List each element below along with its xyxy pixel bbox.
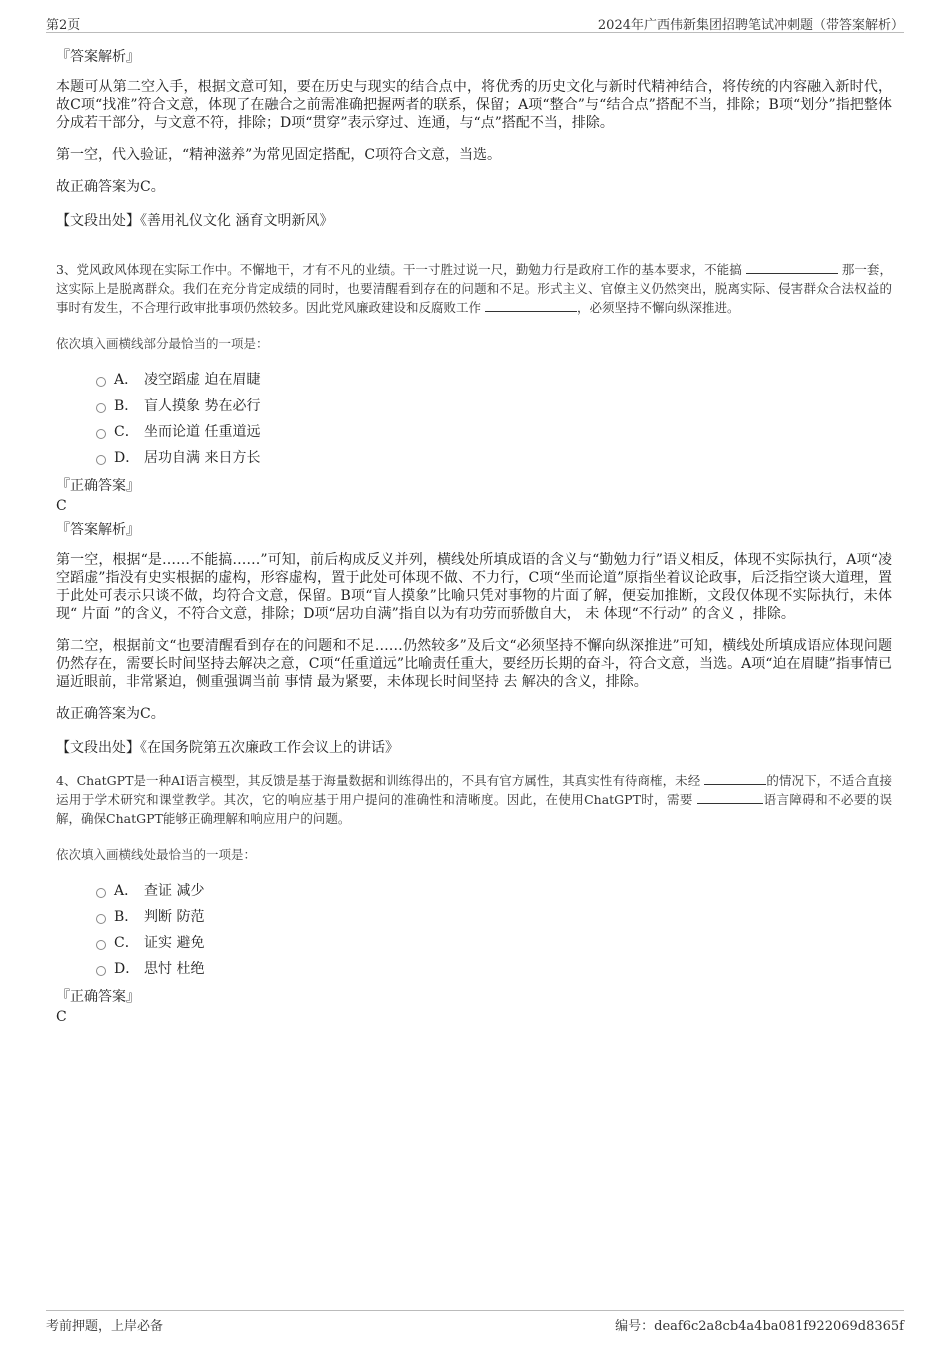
radio-icon[interactable] xyxy=(96,914,106,924)
option-letter: D． xyxy=(114,961,140,977)
option-b[interactable] xyxy=(96,393,892,419)
option-letter: C． xyxy=(114,424,139,440)
correct-answer-heading: 『正确答案』 xyxy=(56,989,140,1005)
option-letter: D． xyxy=(114,450,140,466)
radio-icon[interactable] xyxy=(96,888,106,898)
radio-icon[interactable] xyxy=(96,377,106,387)
footer-slogan: 考前押题，上岸必备 xyxy=(46,1319,164,1334)
option-text: 盲人摸象 势在必行 xyxy=(144,398,261,414)
source-citation: 【文段出处】《善用礼仪文化 涵育文明新风》 xyxy=(56,213,334,229)
option-text: 判断 防范 xyxy=(144,909,205,925)
option-c[interactable] xyxy=(96,930,892,956)
question-4-stem: 4、ChatGPT是一种AI语言模型，其反馈是基于海量数据和训练得出的，不具有官方属性，其真实性有待商榷，未经 的情况下，不适合直接运用于学术研究和课堂教学。其次，它的响应基于用户提问的准确性和清晰度。因此，在使用ChatGPT时，需要 语言障碍和不必要的误解，确保ChatGPT能够正确理解和响应用户的问题。 xyxy=(56,773,892,826)
fill-blank xyxy=(697,791,763,804)
question-3-options xyxy=(96,367,892,471)
question-4-options xyxy=(96,878,892,982)
question-3-prompt: 依次填入画横线部分最恰当的一项是： xyxy=(56,336,269,351)
option-text: 查证 减少 xyxy=(144,883,205,899)
radio-icon[interactable] xyxy=(96,455,106,465)
option-text: 思忖 杜绝 xyxy=(144,961,205,977)
page-header xyxy=(46,14,904,33)
radio-icon[interactable] xyxy=(96,403,106,413)
option-letter: B． xyxy=(114,909,139,925)
explanation-heading: 『答案解析』 xyxy=(56,49,140,65)
option-text: 证实 避免 xyxy=(144,935,205,951)
page-footer xyxy=(46,1310,904,1334)
document-title: 2024年广西伟新集团招聘笔试冲刺题（带答案解析） xyxy=(597,18,904,33)
option-c[interactable] xyxy=(96,419,892,445)
radio-icon[interactable] xyxy=(96,940,106,950)
option-text: 居功自满 来日方长 xyxy=(144,450,261,466)
explanation-paragraph: 本题可从第二空入手，根据文意可知，要在历史与现实的结合点中，将优秀的历史文化与新时代精神结合，将传统的内容融入新时代，故C项“找准”符合文意，体现了在融合之前需准确把握两者的联系，保留；A项“整合”与“结合点”搭配不当，排除；B项“划分”指把整体分成若干部分，与文意不符，排除；D项“贯穿”表示穿过、连通，与“点”搭配不当，排除。 xyxy=(56,79,892,131)
correct-answer: C xyxy=(56,498,67,514)
option-d[interactable] xyxy=(96,445,892,471)
explanation-heading: 『答案解析』 xyxy=(56,522,140,538)
option-letter: A． xyxy=(114,372,139,388)
document-id: 编号：deaf6c2a8cb4a4ba081f922069d8365f xyxy=(615,1319,904,1334)
option-letter: A． xyxy=(114,883,139,899)
option-text: 坐而论道 任重道远 xyxy=(144,424,261,440)
fill-blank xyxy=(704,772,766,785)
page-content xyxy=(56,44,892,1026)
question-4-prompt: 依次填入画横线处最恰当的一项是： xyxy=(56,847,257,862)
correct-answer-heading: 『正确答案』 xyxy=(56,478,140,494)
option-a[interactable] xyxy=(96,878,892,904)
explanation-conclusion: 故正确答案为C。 xyxy=(56,179,165,195)
radio-icon[interactable] xyxy=(96,966,106,976)
option-letter: B． xyxy=(114,398,139,414)
source-citation: 【文段出处】《在国务院第五次廉政工作会议上的讲话》 xyxy=(56,740,399,756)
explanation-conclusion: 故正确答案为C。 xyxy=(56,706,165,722)
page-number: 第2页 xyxy=(46,18,81,33)
explanation-paragraph: 第一空，根据“是……不能搞……”可知，前后构成反义并列，横线处所填成语的含义与“勤勉力行”语义相反，体现不实际执行，A项“凌空蹈虚”指没有史实根据的虚构，形容虚构，置于此处可体现不做、不力行，C项“坐而论道”原指坐着议论政事，后泛指空谈大道理，置于此处可表示只谈不做，均符合文意，保留。B项“盲人摸象”比喻只凭对事物的片面了解，便妄加推断，文段仅体现不实际执行，未体现“ 片面 ”的含义，不符合文意，排除；D项“居功自满”指自以为有功劳而骄傲自大， 未 体现“不行动” 的含义 ，排除。 xyxy=(56,552,892,622)
option-d[interactable] xyxy=(96,956,892,982)
question-3-stem: 3、党风政风体现在实际工作中。不懈地干，才有不凡的业绩。干一寸胜过说一尺，勤勉力行是政府工作的基本要求，不能搞 那一套，这实际上是脱离群众。我们在充分肯定成绩的同时，也要清醒看到存在的问题和不足。形式主义、官僚主义仍然突出，脱离实际、侵害群众合法权益的事时有发生，不合理行政审批事项仍然较多。因此党风廉政建设和反腐败工作 ，必须坚持不懈向纵深推进。 xyxy=(56,262,892,315)
radio-icon[interactable] xyxy=(96,429,106,439)
explanation-paragraph: 第二空，根据前文“也要清醒看到存在的问题和不足……仍然较多”及后文“必须坚持不懈向纵深推进”可知，横线处所填成语应体现问题仍然存在，需要长时间坚持去解决之意，C项“任重道远”比喻责任重大，要经历长期的奋斗，符合文意，当选。A项“迫在眉睫”指事情已逼近眼前，非常紧迫，侧重强调当前 事情 最为紧要，未体现长时间坚持 去 解决的含义，排除。 xyxy=(56,638,892,690)
explanation-paragraph: 第一空，代入验证，“精神滋养”为常见固定搭配，C项符合文意，当选。 xyxy=(56,147,502,163)
option-b[interactable] xyxy=(96,904,892,930)
option-text: 凌空蹈虚 迫在眉睫 xyxy=(144,372,261,388)
correct-answer: C xyxy=(56,1009,67,1025)
option-letter: C． xyxy=(114,935,139,951)
option-a[interactable] xyxy=(96,367,892,393)
fill-blank xyxy=(485,299,577,312)
fill-blank xyxy=(746,261,838,274)
